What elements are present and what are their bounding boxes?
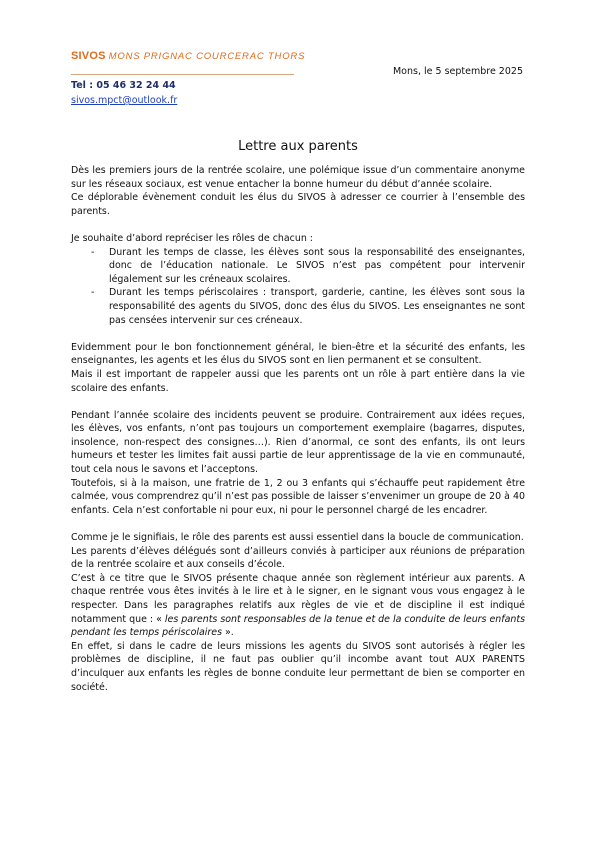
list-item: - Durant les temps de classe, les élèves sont sous la responsabilité des enseignantes, donc de l’éducation nationale. Le SIVOS n’est pas compétent pour intervenir légalement sur les créneaux scolaires.: [91, 246, 525, 287]
paragraph-end: ».: [225, 627, 234, 639]
paragraph: Dès les premiers jours de la rentrée scolaire, une polémique issue d’un commentaire anonyme sur les réseaux sociaux, est venue entacher la bonne humeur du début d’année scolaire.: [71, 165, 525, 190]
paragraph: Je souhaite d’abord repréciser les rôles de chacun :: [71, 232, 313, 244]
roles-list: [71, 246, 525, 328]
letter-title: Lettre aux parents: [238, 139, 358, 154]
letterhead: [71, 49, 305, 62]
letter-body: [71, 164, 525, 694]
paragraph: Comme je le signifiais, le rôle des parents est aussi essentiel dans la boucle de communication.: [71, 532, 524, 544]
paragraph: En effet, si dans le cadre de leurs missions les agents du SIVOS sont autorisés à régler les problèmes de discipline, il ne faut pas oublier qu’il incombe avant tout AUX PARENTS d’inculquer aux enfants les règles de bonne conduite leur permettant de bien se comporter en société.: [71, 640, 525, 693]
list-item: - Durant les temps périscolaires : transport, garderie, cantine, les élèves sont sous la responsabilité des agents du SIVOS, donc des élus du SIVOS. Les enseignantes ne sont pas censées intervenir sur ces créneaux.: [91, 286, 525, 327]
paragraph: [71, 572, 525, 640]
paragraph: Toutefois, si à la maison, une fratrie de 1, 2 ou 3 enfants qui s’échauffe peut rapidement être calmée, vous comprendrez qu’il n’est pas possible de laisser s’envenimer un groupe de 20 à 40 enfants. Cela n’est confortable ni pour eux, ni pour le personnel chargé de les encadrer.: [71, 477, 525, 516]
paragraph: Ce déplorable évènement conduit les élus du SIVOS à adresser ce courrier à l’ensemble des parents.: [71, 192, 525, 217]
phone-number: Tel : 05 46 32 24 44: [71, 80, 176, 91]
letterhead-brand: [71, 49, 305, 62]
rule-quote: les parents sont responsables de la tenue et de la conduite de leurs enfants pendant les temps périscolaires: [71, 613, 525, 639]
paragraph: Pendant l’année scolaire des incidents peuvent se produire. Contrairement aux idées reçues, les élèves, vos enfants, n’ont pas toujours un comportement exemplaire (bagarres, disputes, insolence, non-respect des consignes…). Rien d’anormal, ce sont des enfants, ils ont leurs humeurs et tester les limites fait aussi partie de leur apprentissage de la vie en communauté, tout cela nous le savons et l’acceptons.: [71, 409, 525, 476]
org-towns: MONS PRIGNAC COURCERAC THORS: [108, 51, 306, 62]
letter-date: Mons, le 5 septembre 2025: [392, 66, 523, 77]
paragraph: Mais il est important de rappeler aussi que les parents ont un rôle à part entière dans la vie scolaire des enfants.: [71, 368, 525, 394]
org-name: SIVOS: [71, 50, 106, 62]
paragraph: Les parents d’élèves délégués sont d’ailleurs conviés à participer aux réunions de préparation de la rentrée scolaire et aux conseils d’école.: [71, 545, 525, 571]
paragraph: Evidemment pour le bon fonctionnement général, le bien-être et la sécurité des enfants, les enseignantes, les agents et les élus du SIVOS sont en lien permanent et se consultent.: [71, 341, 525, 367]
email-link[interactable]: sivos.mpct@outlook.fr: [71, 95, 178, 106]
letterhead-divider: [71, 74, 294, 75]
paragraph-text: C’est à ce titre que le SIVOS présente chaque année son règlement intérieur aux parents. A chaque rentrée vous êtes invités à le lire et à le signer, en le signant vous vous engagez à le respecter. Dans les paragraphes relatifs aux règles de vie et de discipline il est indiqué notamment que : «: [71, 572, 525, 625]
